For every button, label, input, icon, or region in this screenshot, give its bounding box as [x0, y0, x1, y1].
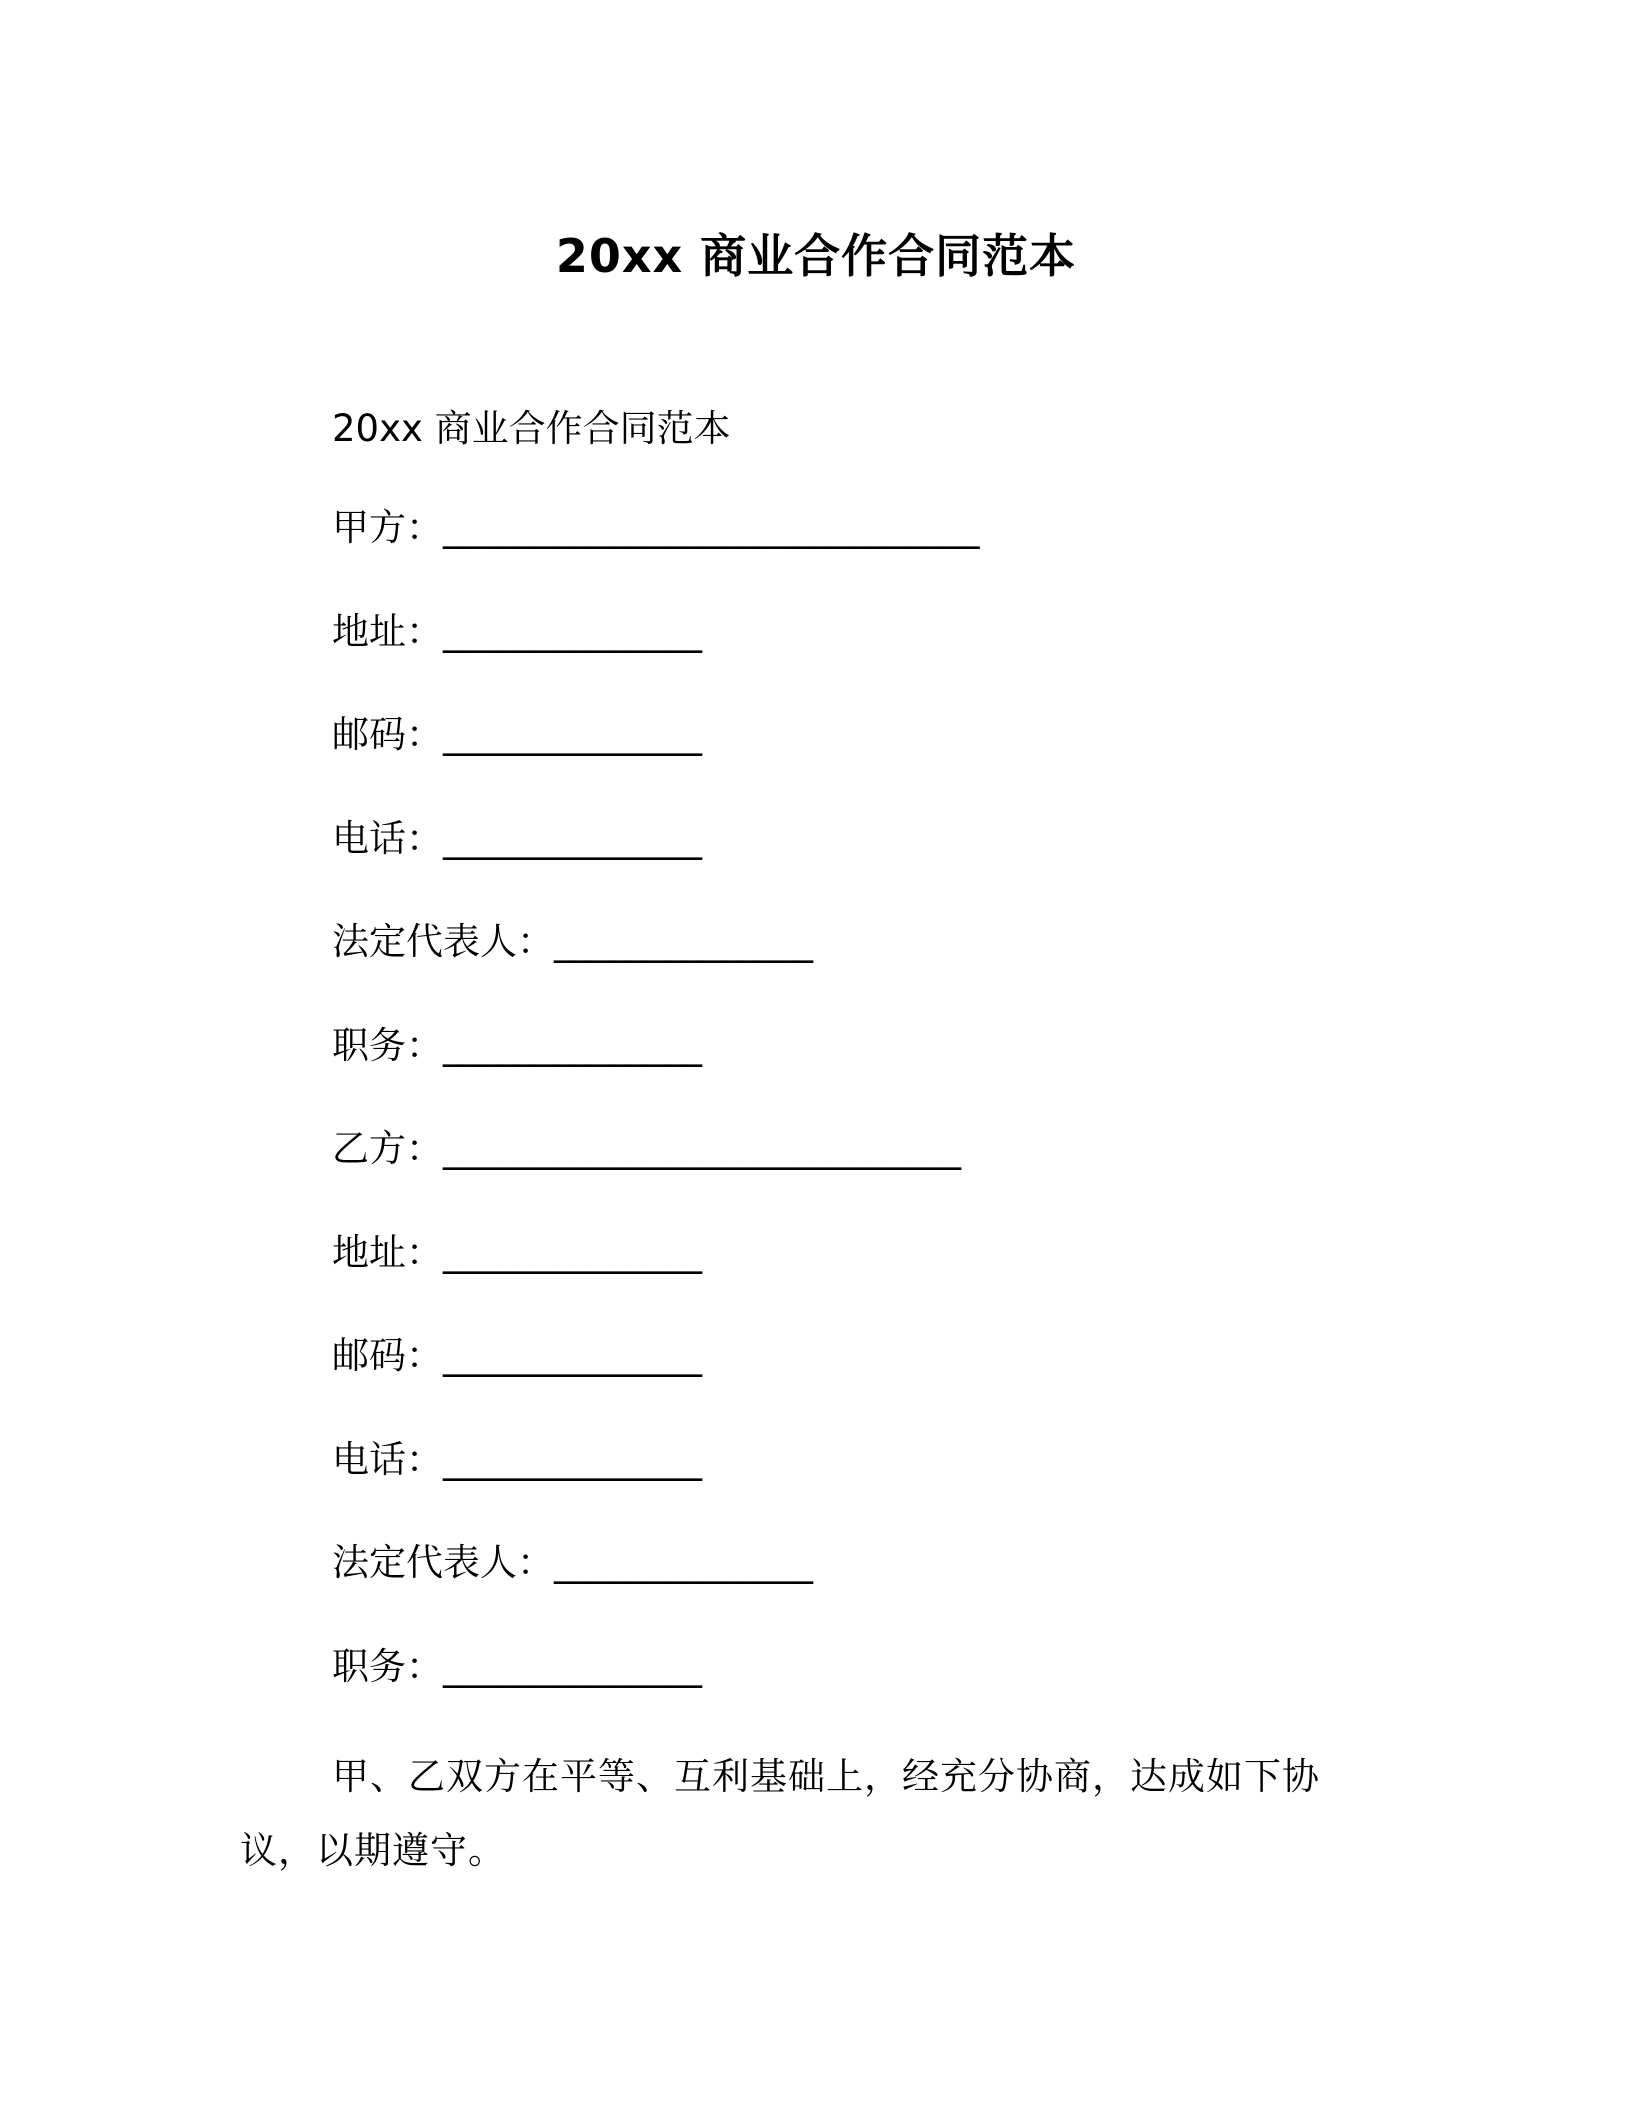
field-label: 邮码：	[332, 1334, 443, 1377]
field-party-a	[332, 502, 980, 606]
field-blank: _____________________________	[443, 506, 980, 549]
field-label: 法定代表人：	[332, 1541, 554, 1584]
field-blank: ______________	[554, 1541, 813, 1584]
field-blank: ______________	[443, 1334, 702, 1377]
field-label: 乙方：	[332, 1127, 443, 1170]
field-party-b-position	[332, 1641, 980, 1745]
field-label: 电话：	[332, 1437, 443, 1481]
field-label: 职务：	[332, 1023, 443, 1067]
field-party-a-position	[332, 1020, 980, 1124]
field-blank: ______________	[443, 1437, 702, 1481]
field-label: 法定代表人：	[332, 920, 554, 963]
field-label: 职务：	[332, 1644, 443, 1688]
field-blank: ____________________________	[443, 1127, 961, 1170]
intro-paragraph: 甲、乙双方在平等、互利基础上，经充分协商，达成如下协议，以期遵守。	[240, 1755, 1320, 1872]
field-blank: ______________	[443, 1023, 702, 1067]
party-info-fields	[332, 502, 980, 1744]
field-blank: ______________	[443, 816, 702, 860]
field-blank: ______________	[443, 713, 702, 756]
field-party-b-postcode	[332, 1330, 980, 1434]
field-party-a-postcode	[332, 709, 980, 813]
field-blank: ______________	[554, 920, 813, 963]
field-party-b-phone	[332, 1434, 980, 1538]
field-blank: ______________	[443, 1230, 702, 1274]
field-party-b-legal-rep	[332, 1537, 980, 1641]
field-party-b-address	[332, 1227, 980, 1331]
field-party-a-phone	[332, 813, 980, 917]
field-label: 邮码：	[332, 713, 443, 756]
document-subtitle: 20xx 商业合作合同范本	[332, 407, 731, 450]
field-blank: ______________	[443, 1644, 702, 1688]
field-party-a-legal-rep	[332, 916, 980, 1020]
field-party-a-address	[332, 606, 980, 710]
field-party-b	[332, 1123, 980, 1227]
field-blank: ______________	[443, 609, 702, 653]
field-label: 地址：	[332, 609, 443, 653]
field-label: 甲方：	[332, 506, 443, 549]
field-label: 电话：	[332, 816, 443, 860]
field-label: 地址：	[332, 1230, 443, 1274]
document-title: 20xx 商业合作合同范本	[555, 229, 1077, 283]
